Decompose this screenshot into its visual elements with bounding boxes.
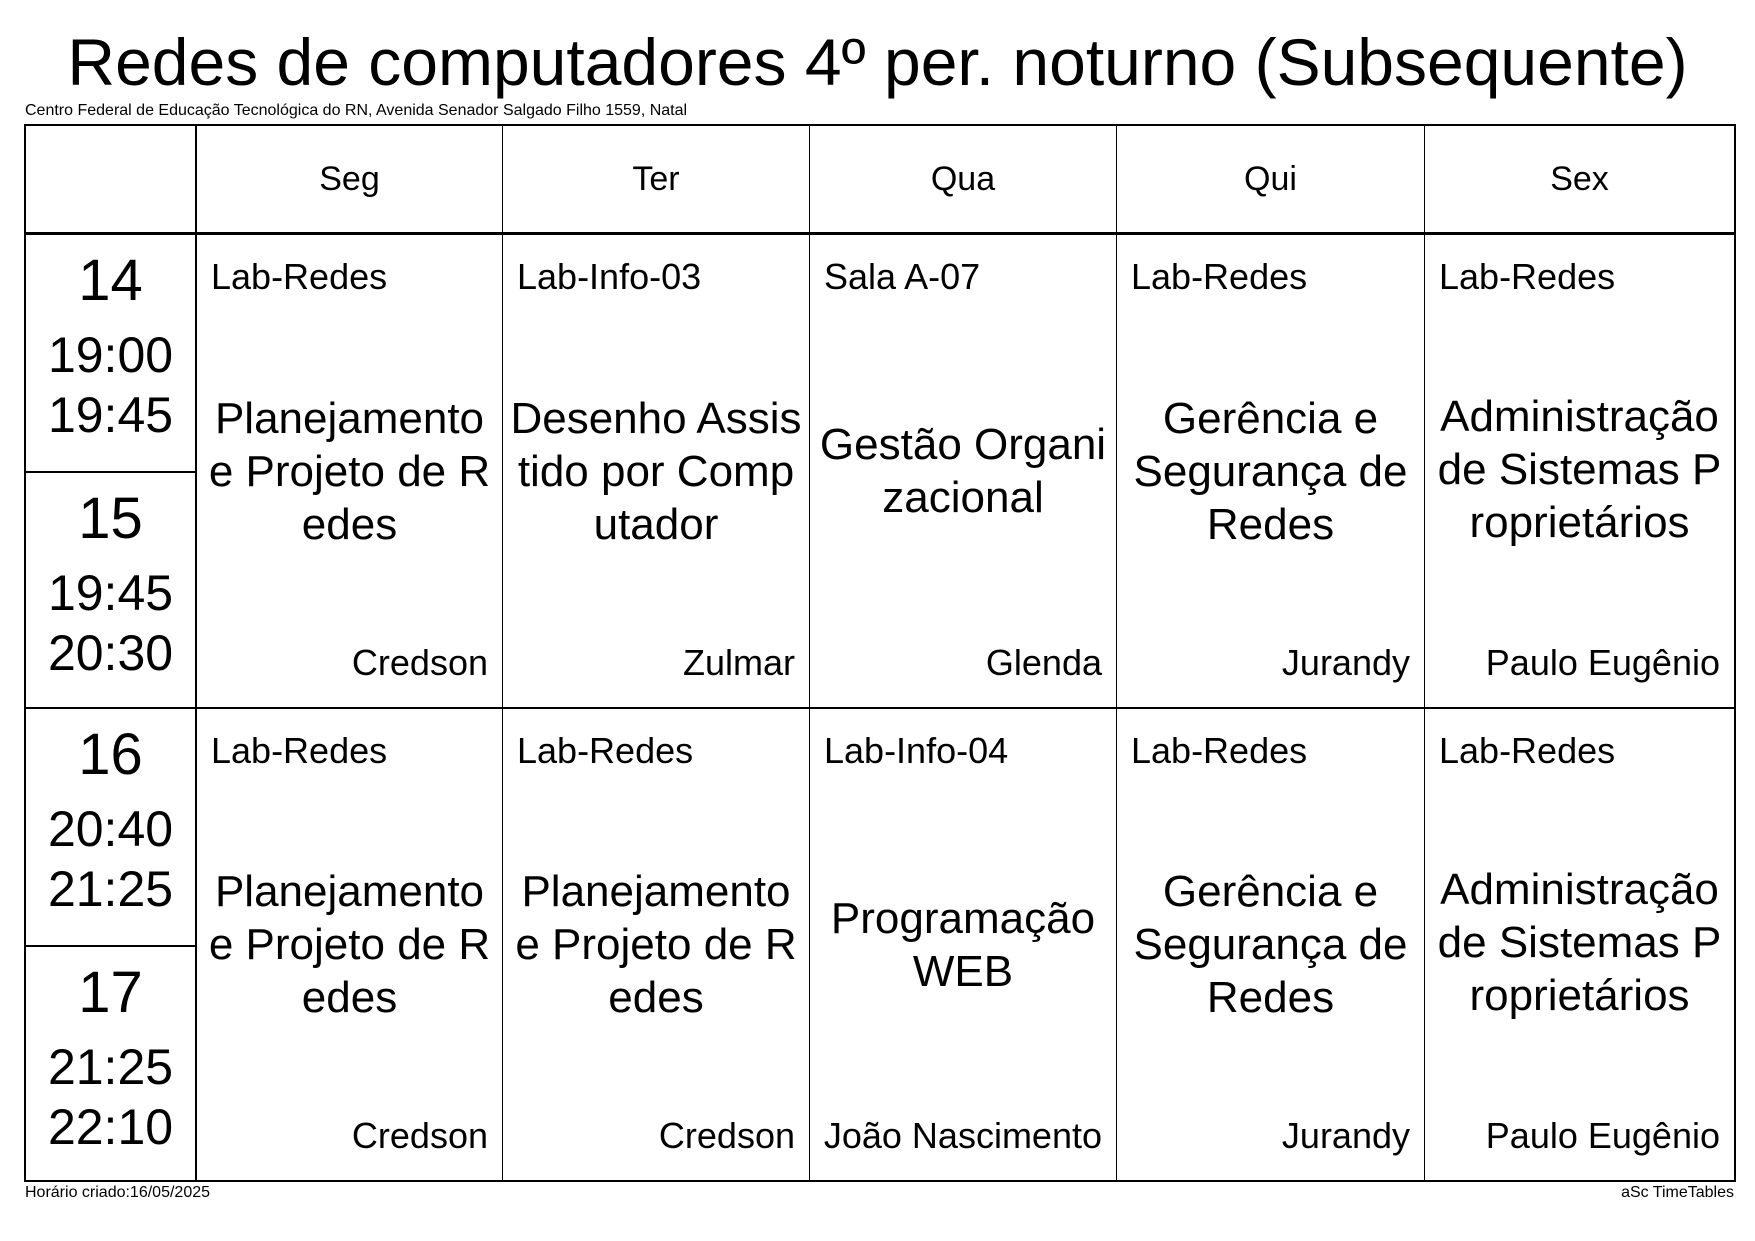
teacher-name: Zulmar — [682, 642, 795, 683]
lesson-sex-16-17[interactable] — [1425, 709, 1734, 1180]
period-number: 16 — [78, 722, 143, 787]
period-15 — [26, 473, 195, 707]
software-credit: aSc TimeTables — [1621, 1184, 1734, 1201]
subject-name: Gerência e Segurança de Redes — [1133, 393, 1408, 549]
subject-name: Administração de Sistemas Proprietários — [1437, 391, 1722, 547]
period-number: 15 — [78, 486, 143, 551]
lesson-seg-16-17[interactable] — [197, 709, 502, 1180]
timetable-grid — [24, 124, 1736, 1182]
period-17 — [26, 947, 195, 1180]
period-end-time: 22:10 — [47, 1099, 174, 1155]
period-16 — [26, 709, 195, 945]
lesson-sex-14-15[interactable] — [1425, 235, 1734, 707]
created-date: Horário criado:16/05/2025 — [25, 1184, 211, 1201]
day-header-seg: Seg — [319, 159, 380, 198]
subject-name: Gestão Organizacional — [819, 420, 1107, 522]
day-header-sex: Sex — [1550, 159, 1609, 198]
period-start-time: 20:40 — [47, 801, 174, 857]
teacher-name: Paulo Eugênio — [1485, 1115, 1720, 1156]
period-start-time: 19:45 — [47, 565, 174, 621]
room-label: Lab-Redes — [1439, 730, 1616, 771]
room-label: Lab-Redes — [211, 256, 388, 297]
room-label: Lab-Redes — [1131, 256, 1308, 297]
lesson-qua-14-15[interactable] — [810, 235, 1116, 707]
subject-name: Desenho Assistido por Computador — [510, 393, 802, 549]
subject-name: Programação WEB — [830, 893, 1096, 996]
teacher-name: Credson — [351, 1115, 488, 1156]
room-label: Lab-Redes — [1131, 730, 1308, 771]
room-label: Lab-Info-04 — [824, 730, 1009, 771]
room-label: Lab-Redes — [517, 730, 694, 771]
lesson-ter-16-17[interactable] — [503, 709, 809, 1180]
room-label: Lab-Redes — [211, 730, 388, 771]
period-start-time: 19:00 — [47, 327, 174, 383]
period-number: 17 — [78, 960, 143, 1025]
period-start-time: 21:25 — [47, 1039, 174, 1095]
subject-name: Gerência e Segurança de Redes — [1133, 867, 1408, 1022]
lesson-qua-16-17[interactable] — [810, 709, 1116, 1180]
lesson-seg-14-15[interactable] — [197, 235, 502, 707]
period-end-time: 20:30 — [47, 625, 174, 681]
room-label: Sala A-07 — [824, 256, 981, 297]
room-label: Lab-Info-03 — [517, 256, 702, 297]
period-end-time: 19:45 — [47, 387, 174, 443]
lesson-qui-14-15[interactable] — [1117, 235, 1424, 707]
day-header-ter: Ter — [632, 159, 680, 198]
teacher-name: Jurandy — [1281, 1115, 1410, 1156]
day-header-qui: Qui — [1244, 159, 1297, 198]
teacher-name: João Nascimento — [823, 1115, 1102, 1156]
subject-name: Administração de Sistemas Proprietários — [1437, 865, 1722, 1020]
period-end-time: 21:25 — [47, 861, 174, 917]
teacher-name: Paulo Eugênio — [1485, 642, 1720, 683]
day-header-qua: Qua — [930, 159, 996, 198]
subject-name: Planejamento e Projeto de Redes — [208, 393, 491, 549]
teacher-name: Credson — [658, 1115, 795, 1156]
subject-name: Planejamento e Projeto de Redes — [208, 867, 491, 1022]
teacher-name: Jurandy — [1281, 642, 1410, 683]
lesson-ter-14-15[interactable] — [503, 235, 809, 707]
teacher-name: Credson — [351, 642, 488, 683]
teacher-name: Glenda — [985, 642, 1102, 683]
subject-name: Planejamento e Projeto de Redes — [515, 867, 797, 1022]
school-address: Centro Federal de Educação Tecnológica do RN, Avenida Senador Salgado Filho 1559, Natal — [25, 102, 688, 119]
period-14 — [26, 235, 195, 471]
lesson-qui-16-17[interactable] — [1117, 709, 1424, 1180]
room-label: Lab-Redes — [1439, 256, 1616, 297]
period-number: 14 — [78, 248, 143, 313]
page-title: Redes de computadores 4º per. noturno (Subsequente) — [67, 25, 1688, 99]
